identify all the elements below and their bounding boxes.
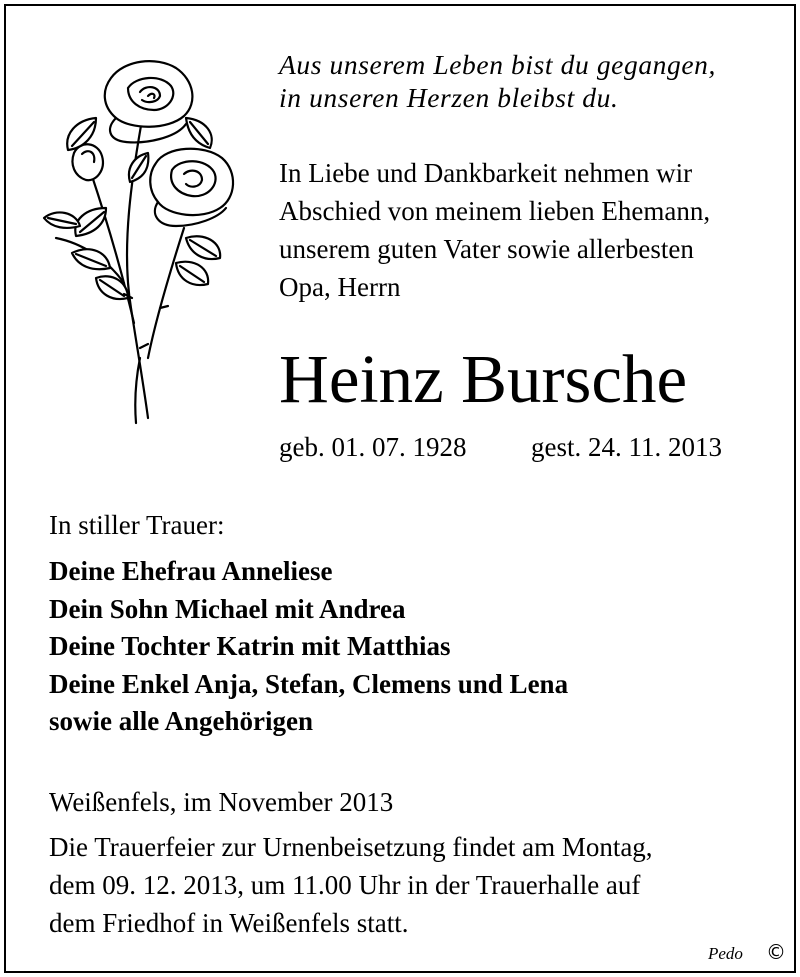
birth-date: geb. 01. 07. 1928 [279,432,467,462]
place-date: Weißenfels, im November 2013 [49,787,394,817]
motto [279,48,779,114]
mourner-line: Deine Enkel Anja, Stefan, Clemens und Lena [49,668,569,699]
life-dates [279,427,759,467]
designer-signature: Pedo [708,944,743,963]
service-line: Die Trauerfeier zur Urnenbeisetzung findet am Montag, [49,832,653,862]
intro-line: unserem guten Vater sowie allerbesten [279,234,694,264]
mourner-line: sowie alle Angehörigen [49,706,313,736]
intro-line: Abschied von meinem lieben Ehemann, [279,196,711,226]
mourner-line: Deine Ehefrau Anneliese [49,556,333,586]
mourners-list [49,553,568,741]
rose-illustration-icon [36,58,251,428]
service-line: dem Friedhof in Weißenfels statt. [49,908,409,938]
mourner-line: Deine Tochter Katrin mit Matthias [49,631,451,661]
motto-line: in unseren Herzen bleibst du. [279,82,619,113]
deceased-name: Heinz Bursche [279,341,688,417]
service-line: dem 09. 12. 2013, um 11.00 Uhr in der Trauerhalle auf [49,870,641,900]
mourning-label: In stiller Trauer: [49,510,225,540]
intro-text [279,154,779,306]
motto-line: Aus unserem Leben bist du gegangen, [279,49,717,80]
intro-line: In Liebe und Dankbarkeit nehmen wir [279,158,693,188]
service-info [49,828,653,942]
copyright-icon: © [766,940,786,964]
intro-line: Opa, Herrn [279,272,401,302]
death-date: gest. 24. 11. 2013 [531,432,722,462]
mourner-line: Dein Sohn Michael mit Andrea [49,593,406,624]
